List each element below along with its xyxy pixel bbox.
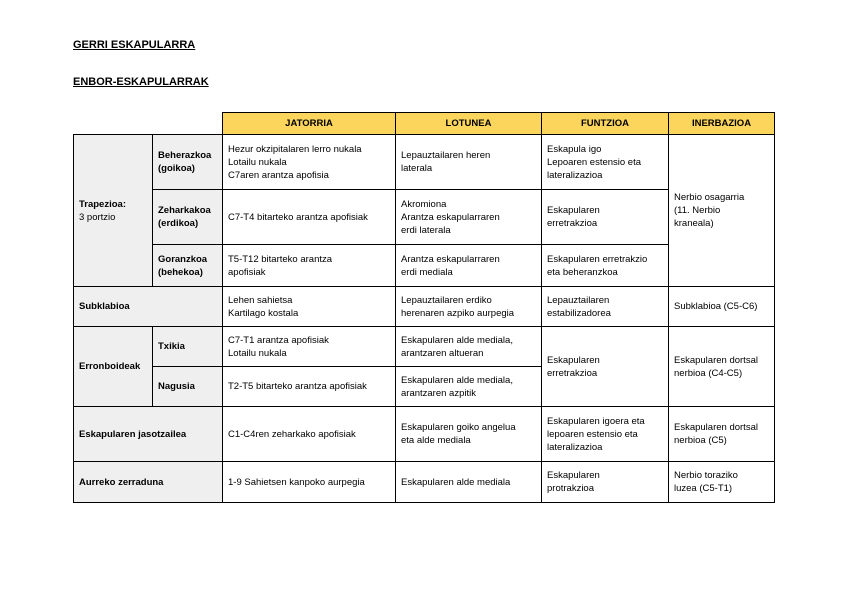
cell-jatorria: T2-T5 bitarteko arantza apofisiak (223, 367, 396, 407)
header-lotunea: LOTUNEA (396, 113, 542, 135)
group-erronboideak: Erronboideak (74, 327, 153, 407)
table-row (74, 135, 775, 190)
document-title: GERRI ESKAPULARRA (73, 39, 196, 51)
portion-zeharkakoa: Zeharkakoa (erdikoa) (153, 190, 223, 245)
cell-jatorria: C1-C4ren zeharkako apofisiak (223, 407, 396, 462)
header-empty-cell (74, 113, 223, 135)
group-trapezioa: Trapezioa: 3 portzio (74, 135, 153, 287)
group-jasotzailea: Eskapularen jasotzailea (74, 407, 223, 462)
cell-inerbazioa: Subklabioa (C5-C6) (669, 287, 775, 327)
header-jatorria: JATORRIA (223, 113, 396, 135)
cell-jatorria: Lehen sahietsa Kartilago kostala (223, 287, 396, 327)
cell-funtzioa: Eskapularen igoera eta lepoaren estensio eta lateralizazioa (542, 407, 669, 462)
group-subklabioa: Subklabioa (74, 287, 223, 327)
cell-jatorria: C7-T4 bitarteko arantza apofisiak (223, 190, 396, 245)
table-header-row (74, 113, 775, 135)
cell-funtzioa: Lepauztailaren estabilizadorea (542, 287, 669, 327)
cell-jatorria: T5-T12 bitarteko arantza apofisiak (223, 245, 396, 287)
cell-funtzioa-erronboideak: Eskapularen erretrakzioa (542, 327, 669, 407)
cell-lotunea: Eskapularen alde mediala, arantzaren azpitik (396, 367, 542, 407)
group-zerraduna: Aurreko zerraduna (74, 462, 223, 503)
cell-inerbazioa: Nerbio toraziko luzea (C5-T1) (669, 462, 775, 503)
portion-nagusia: Nagusia (153, 367, 223, 407)
table-row (74, 287, 775, 327)
table-row (74, 407, 775, 462)
portion-beherazkoa: Beherazkoa (goikoa) (153, 135, 223, 190)
cell-lotunea: Arantza eskapularraren erdi mediala (396, 245, 542, 287)
cell-funtzioa: Eskapularen protrakzioa (542, 462, 669, 503)
cell-funtzioa: Eskapula igo Lepoaren estensio eta lateralizazioa (542, 135, 669, 190)
muscle-table (73, 112, 775, 503)
portion-txikia: Txikia (153, 327, 223, 367)
header-inerbazioa: INERBAZIOA (669, 113, 775, 135)
table-row (74, 462, 775, 503)
section-title: ENBOR-ESKAPULARRAK (73, 76, 209, 88)
cell-jatorria: 1-9 Sahietsen kanpoko aurpegia (223, 462, 396, 503)
cell-inerbazioa-trapezioa: Nerbio osagarria (11. Nerbio kraneala) (669, 135, 775, 287)
cell-jatorria: C7-T1 arantza apofisiak Lotailu nukala (223, 327, 396, 367)
portion-goranzkoa: Goranzkoa (behekoa) (153, 245, 223, 287)
cell-lotunea: Akromiona Arantza eskapularraren erdi laterala (396, 190, 542, 245)
cell-lotunea: Eskapularen goiko angelua eta alde mediala (396, 407, 542, 462)
cell-lotunea: Eskapularen alde mediala, arantzaren altueran (396, 327, 542, 367)
cell-funtzioa: Eskapularen erretrakzio eta beheranzkoa (542, 245, 669, 287)
cell-inerbazioa-erronboideak: Eskapularen dortsal nerbioa (C4-C5) (669, 327, 775, 407)
table-row (74, 327, 775, 367)
cell-lotunea: Lepauztailaren erdiko herenaren azpiko aurpegia (396, 287, 542, 327)
cell-jatorria: Hezur okzipitalaren lerro nukala Lotailu nukala C7aren arantza apofisia (223, 135, 396, 190)
cell-lotunea: Eskapularen alde mediala (396, 462, 542, 503)
header-funtzioa: FUNTZIOA (542, 113, 669, 135)
cell-inerbazioa: Eskapularen dortsal nerbioa (C5) (669, 407, 775, 462)
cell-funtzioa: Eskapularen erretrakzioa (542, 190, 669, 245)
cell-lotunea: Lepauztailaren heren laterala (396, 135, 542, 190)
